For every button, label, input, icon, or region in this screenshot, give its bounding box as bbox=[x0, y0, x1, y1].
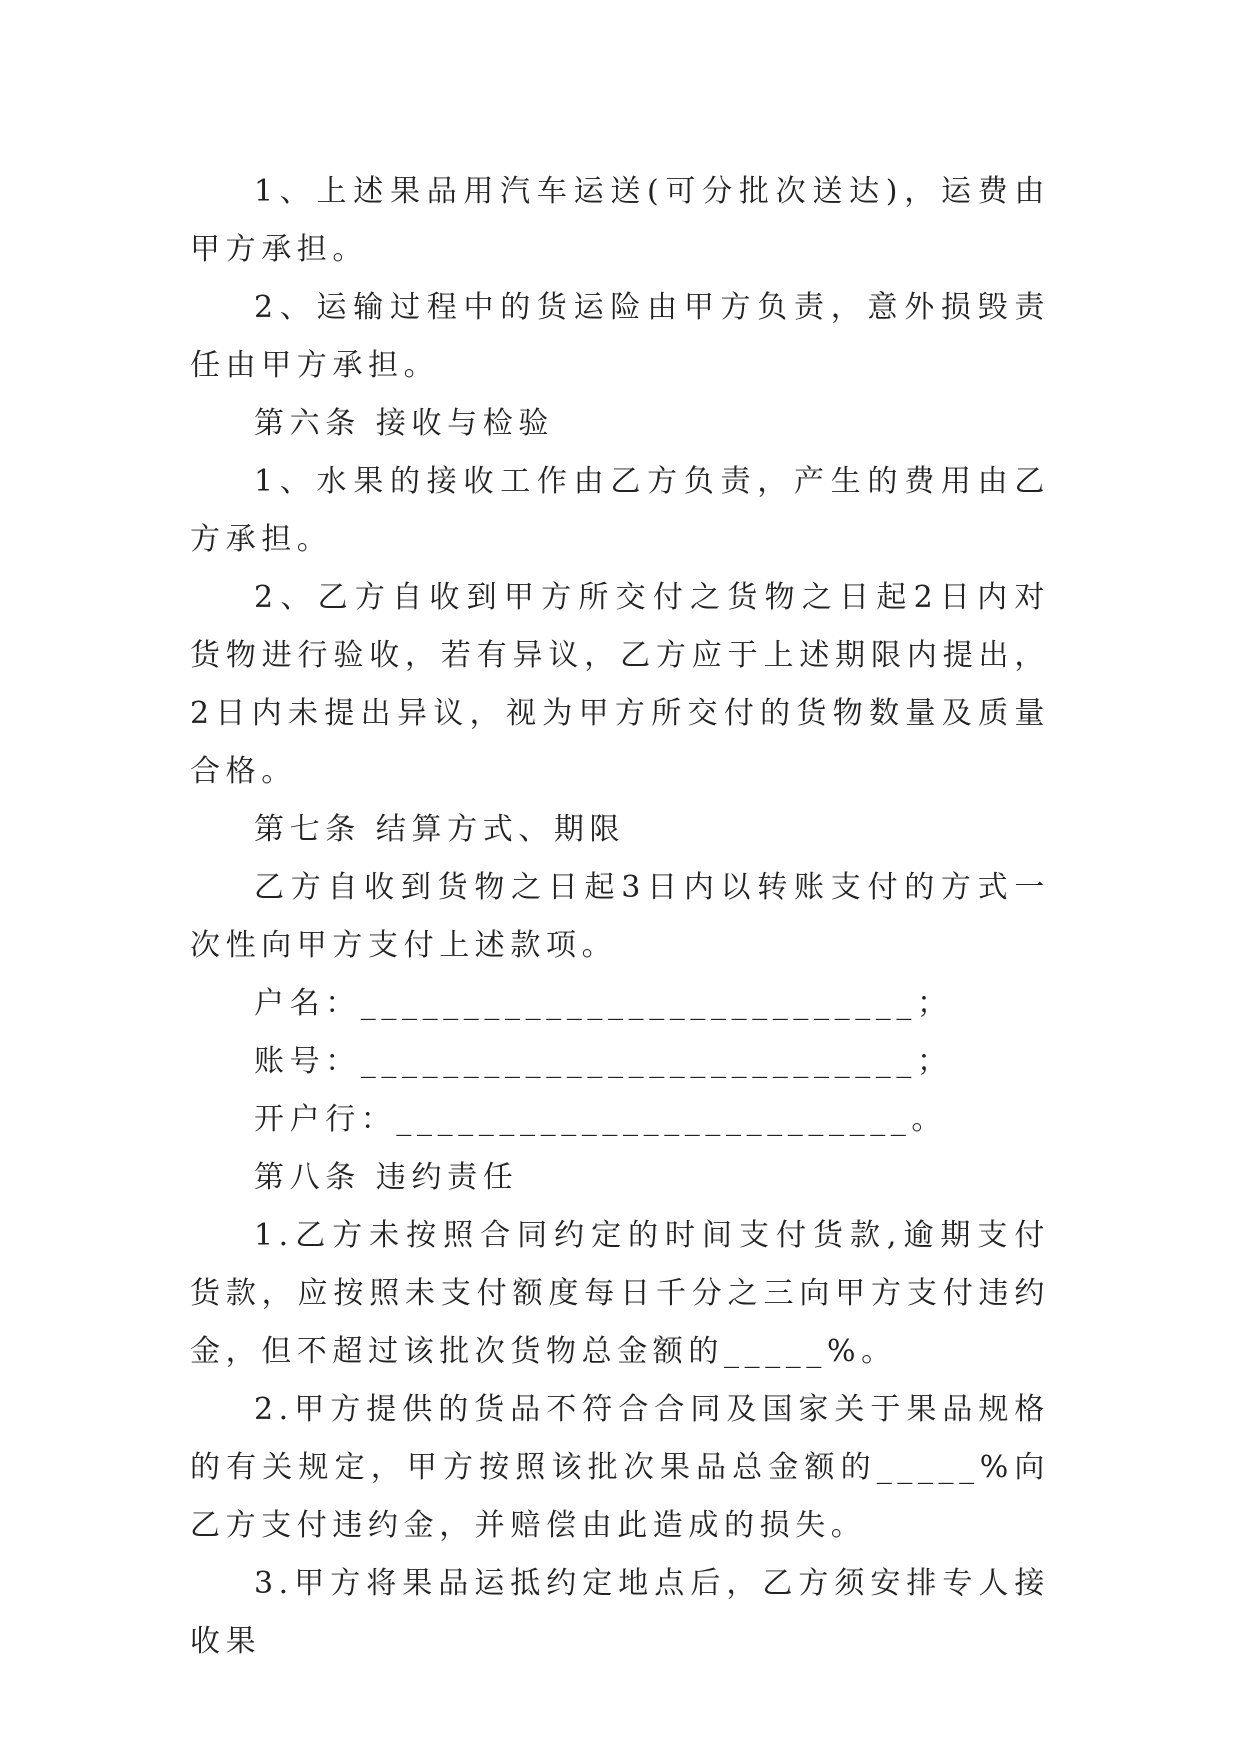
settlement-text: 乙方自收到货物之日起3日内以转账支付的方式一次性向甲方支付上述款项。 bbox=[190, 870, 1050, 963]
article-6-heading: 第六条 接收与检验 bbox=[254, 406, 554, 441]
bank-line: 开户行：_________________________。 bbox=[254, 1102, 947, 1137]
account-number-line: 账号：___________________________； bbox=[254, 1044, 953, 1079]
clause-transport-1: 1、上述果品用汽车运送(可分批次送达)，运费由甲方承担。 bbox=[190, 174, 1050, 267]
article-7-heading: 第七条 结算方式、期限 bbox=[254, 812, 626, 847]
account-name-line: 户名：___________________________； bbox=[254, 986, 953, 1021]
document-page bbox=[190, 163, 1050, 1671]
clause-receipt-1: 1、水果的接收工作由乙方负责，产生的费用由乙方承担。 bbox=[190, 464, 1050, 557]
clause-receipt-2: 2、乙方自收到甲方所交付之货物之日起2日内对货物进行验收，若有异议，乙方应于上述期限内提出，2日内未提出异议，视为甲方所交付的货物数量及质量合格。 bbox=[190, 580, 1050, 789]
article-8-heading: 第八条 违约责任 bbox=[254, 1160, 519, 1195]
clause-breach-2: 2.甲方提供的货品不符合合同及国家关于果品规格的有关规定，甲方按照该批次果品总金额的_____%向乙方支付违约金，并赔偿由此造成的损失。 bbox=[190, 1392, 1050, 1543]
clause-transport-2: 2、运输过程中的货运险由甲方负责，意外损毁责任由甲方承担。 bbox=[190, 290, 1050, 383]
clause-breach-1: 1.乙方未按照合同约定的时间支付货款,逾期支付货款，应按照未支付额度每日千分之三向甲方支付违约金，但不超过该批次货物总金额的_____%。 bbox=[190, 1218, 1050, 1369]
clause-breach-3: 3.甲方将果品运抵约定地点后，乙方须安排专人接收果 bbox=[190, 1566, 1050, 1659]
